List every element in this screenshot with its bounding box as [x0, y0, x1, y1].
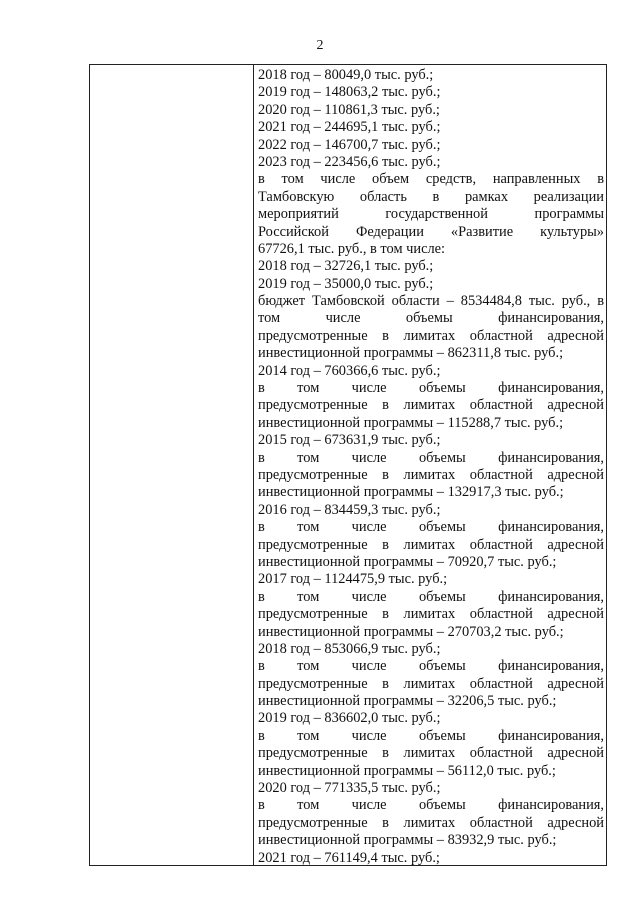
- text-line: предусмотренные в лимитах областной адресной: [258, 675, 604, 692]
- text-line: инвестиционной программы – 115288,7 тыс. руб.;: [258, 414, 564, 431]
- text-line: предусмотренные в лимитах областной адресной: [258, 536, 604, 553]
- financing-table: [89, 64, 607, 866]
- text-line: предусмотренные в лимитах областной адресной: [258, 606, 604, 623]
- text-line: предусмотренные в лимитах областной адресной: [258, 327, 604, 344]
- text-line: инвестиционной программы – 270703,2 тыс. руб.;: [258, 623, 564, 640]
- text-line: 2019 год – 35000,0 тыс. руб.;: [258, 275, 434, 292]
- text-line: предусмотренные в лимитах областной адресной: [258, 814, 604, 831]
- text-line: в том числе объемы финансирования,: [258, 797, 604, 814]
- text-line: 2021 год – 244695,1 тыс. руб.;: [258, 119, 441, 136]
- text-line: предусмотренные в лимитах областной адресной: [258, 466, 604, 483]
- text-line: 2014 год – 760366,6 тыс. руб.;: [258, 362, 441, 379]
- text-line: 2018 год – 853066,9 тыс. руб.;: [258, 640, 441, 657]
- text-line: в том числе объем средств, направленных в: [258, 171, 604, 188]
- text-line: 2020 год – 771335,5 тыс. руб.;: [258, 780, 441, 797]
- text-line: 2021 год – 761149,4 тыс. руб.;: [258, 849, 440, 866]
- column-divider: [253, 65, 254, 865]
- text-line: Российской Федерации «Развитие культуры»: [258, 223, 604, 240]
- text-line: в том числе объемы финансирования,: [258, 380, 604, 397]
- text-line: 2018 год – 80049,0 тыс. руб.;: [258, 67, 434, 83]
- text-line: 2016 год – 834459,3 тыс. руб.;: [258, 501, 441, 518]
- text-line: инвестиционной программы – 32206,5 тыс. руб.;: [258, 693, 557, 710]
- text-line: 2019 год – 836602,0 тыс. руб.;: [258, 710, 441, 727]
- text-line: 2022 год – 146700,7 тыс. руб.;: [258, 136, 441, 153]
- text-line: 2020 год – 110861,3 тыс. руб.;: [258, 101, 440, 118]
- text-line: инвестиционной программы – 70920,7 тыс. руб.;: [258, 553, 557, 570]
- text-line: Тамбовскую область в рамках реализации: [258, 188, 604, 205]
- text-line: инвестиционной программы – 132917,3 тыс. руб.;: [258, 484, 564, 501]
- text-line: 2023 год – 223456,6 тыс. руб.;: [258, 153, 441, 170]
- text-line: инвестиционной программы – 83932,9 тыс. руб.;: [258, 832, 557, 849]
- text-line: 2018 год – 32726,1 тыс. руб.;: [258, 258, 434, 275]
- text-line: инвестиционной программы – 56112,0 тыс. руб.;: [258, 762, 556, 779]
- text-line: в том числе объемы финансирования,: [258, 658, 604, 675]
- text-line: 2019 год – 148063,2 тыс. руб.;: [258, 84, 441, 101]
- text-line: мероприятий государственной программы: [258, 206, 604, 223]
- text-line: в том числе объемы финансирования,: [258, 449, 604, 466]
- text-line: в том числе объемы финансирования,: [258, 727, 604, 744]
- text-line: в том числе объемы финансирования,: [258, 588, 604, 605]
- page-number: 2: [316, 38, 324, 53]
- text-line: 2017 год – 1124475,9 тыс. руб.;: [258, 571, 448, 588]
- text-line: том числе объемы финансирования,: [258, 310, 604, 327]
- text-line: бюджет Тамбовской области – 8534484,8 тыс. руб., в: [258, 293, 604, 310]
- text-line: предусмотренные в лимитах областной адресной: [258, 397, 604, 414]
- text-line: предусмотренные в лимитах областной адресной: [258, 745, 604, 762]
- text-line: 67726,1 тыс. руб., в том числе:: [258, 240, 446, 257]
- table-right-column: [258, 67, 604, 867]
- text-line: 2015 год – 673631,9 тыс. руб.;: [258, 432, 441, 449]
- text-line: инвестиционной программы – 862311,8 тыс. руб.;: [258, 345, 564, 362]
- text-line: в том числе объемы финансирования,: [258, 519, 604, 536]
